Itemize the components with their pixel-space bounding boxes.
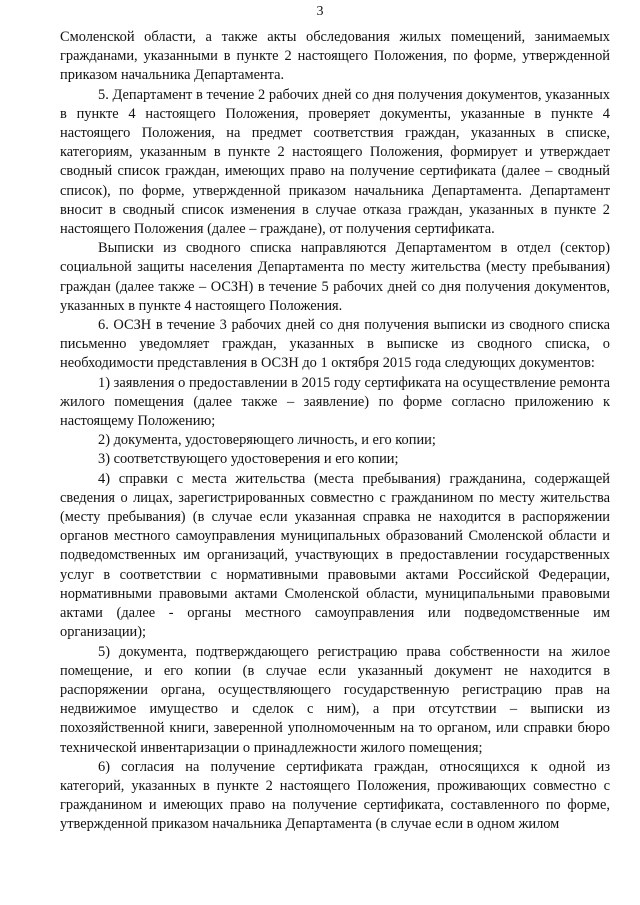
list-item-6: 6) согласия на получение сертификата граждан, относящихся к одной из категорий, указанных в пункте 2 настоящего Положения, проживающих совместно с гражданином и имеющих право на получение сертификата, составленного по форме, утвержденной приказом начальника Департамента (в случае если в одном жилом <box>60 758 610 833</box>
page-number: 3 <box>316 4 324 19</box>
paragraph-continuation: Смоленской области, а также акты обследования жилых помещений, занимаемых гражданами, указанными в пункте 2 настоящего Положения, по форме, утвержденной приказом начальника Департамента. <box>60 29 610 84</box>
paragraph-item-5: 5. Департамент в течение 2 рабочих дней со дня получения документов, указанных в пункте 4 настоящего Положения, проверяет документы, указанные в пункте 4 настоящего Положения, на предмет соответствия граждан, указанных в списке, категориям, указанным в пункте 2 настоящего Положения, формирует и утверждает сводный список граждан, имеющих право на получение сертификата (далее – сводный список), по форме, утвержденной приказом начальника Департамента. Департамент вносит в сводный список изменения в случае отказа граждан, указанных в пункте 2 настоящего Положения (далее – граждане), от получения сертификата. <box>60 86 610 238</box>
paragraph-extracts: Выписки из сводного списка направляются Департаментом в отдел (сектор) социальной защиты населения Департамента по месту жительства (месту пребывания) граждан (далее также – ОСЗН) в течение 5 рабочих дней со дня получения документов, указанных в пункте 4 настоящего Положения. <box>60 240 610 314</box>
list-item-3: 3) соответствующего удостоверения и его копии; <box>98 451 399 468</box>
list-item-5: 5) документа, подтверждающего регистрацию права собственности на жилое помещение, и его копии (в случае если указанный документ не находится в распоряжении органа, осуществляющего государственную регистрацию прав на недвижимое имущество и сделок с ним), а при отсутствии – выписки из похозяйственной книги, заверенной уполномоченным на то органом, или справки бюро технической инвентаризации о принадлежности жилого помещения; <box>60 643 610 756</box>
list-item-2: 2) документа, удостоверяющего личность, и его копии; <box>98 432 436 449</box>
paragraph-item-6: 6. ОСЗН в течение 3 рабочих дней со дня получения выписки из сводного списка письменно уведомляет граждан, указанных в выписке из сводного списка, о необходимости представления в ОСЗН до 1 октября 2015 года следующих документов: <box>60 317 610 372</box>
document-body <box>60 28 610 835</box>
list-item-1: 1) заявления о предоставлении в 2015 году сертификата на осуществление ремонта жилого помещения (далее также – заявление) по форме согласно приложению к настоящему Положению; <box>60 374 610 430</box>
list-item-4: 4) справки с места жительства (места пребывания) гражданина, содержащей сведения о лицах, зарегистрированных совместно с гражданином по месту жительства (месту пребывания) (в случае если указанная справка не находится в распоряжении органов местного самоуправления муниципальных образований Смоленской области и подведомственных им организаций, участвующих в предоставлении государственных услуг в соответствии с нормативными правовыми актами Российской Федерации, нормативными правовыми актами Смоленской области, муниципальными правовыми актами (далее - органы местного самоуправления или подведомственные им организации); <box>60 470 610 641</box>
